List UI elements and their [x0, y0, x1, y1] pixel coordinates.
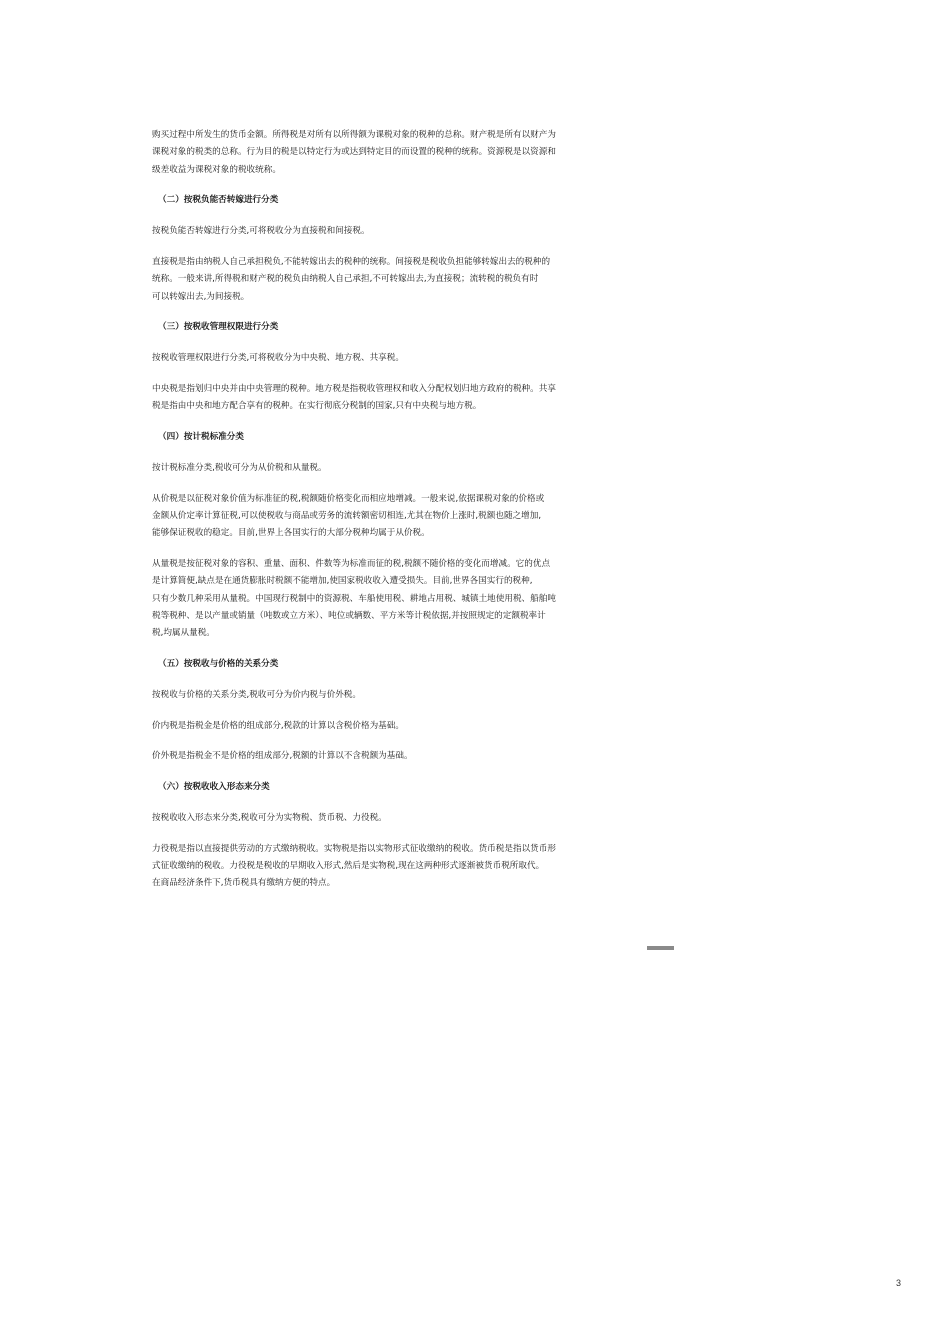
paragraph — [152, 687, 612, 704]
paragraph-line: 按计税标准分类,税收可分为从价税和从量税。 — [152, 462, 327, 473]
paragraph-line: 税,均属从量税。 — [152, 628, 215, 639]
paragraph-line: 能够保证税收的稳定。目前,世界上各国实行的大部分税种均属于从价税。 — [152, 528, 430, 539]
paragraph — [152, 491, 612, 543]
paragraph-line: 从价税是以征税对象价值为标准征的税,税额随价格变化而相应地增减。一般来说,依据课税对象的价格或 — [152, 493, 545, 504]
paragraph-line: 按税收管理权限进行分类,可将税收分为中央税、地方税、共享税。 — [152, 353, 404, 364]
paragraph-line: 金额从价定率计算征税,可以使税收与商品或劳务的流转额密切相连,尤其在物价上涨时,税额也随之增加, — [152, 510, 542, 521]
paragraph-line: 课税对象的税类的总称。行为目的税是以特定行为或达到特定目的而设置的税种的统称。资源税是以资源和 — [152, 147, 556, 158]
paragraph — [152, 556, 612, 642]
document-body — [152, 127, 612, 906]
paragraph-line: 税是指由中央和地方配合享有的税种。在实行彻底分税制的国家,只有中央税与地方税。 — [152, 401, 482, 412]
paragraph-line: 只有少数几种采用从量税。中国现行税制中的资源税、车船使用税、耕地占用税、城镇土地使用税、船舶吨 — [152, 593, 556, 604]
paragraph-line: 可以转嫁出去,为间接税。 — [152, 291, 250, 302]
paragraph-line: 统称。一般来讲,所得税和财产税的税负由纳税人自己承担,不可转嫁出去,为直接税；流转税的税负有时 — [152, 274, 539, 285]
paragraph-line: 级差收益为课税对象的税收统称。 — [152, 164, 281, 175]
paragraph-line: 按税收收入形态来分类,税收可分为实物税、货币税、力役税。 — [152, 813, 387, 824]
paragraph — [152, 810, 612, 827]
paragraph-line: 价外税是指税金不是价格的组成部分,税额的计算以不含税额为基础。 — [152, 751, 413, 762]
section-heading: （二）按税负能否转嫁进行分类 — [158, 195, 279, 206]
paragraph — [152, 350, 612, 367]
paragraph-line: 中央税是指划归中央并由中央管理的税种。地方税是指税收管理权和收入分配权划归地方政府的税种。共享 — [152, 383, 556, 394]
paragraph-line: 是计算简便,缺点是在通货膨胀时税额不能增加,使国家税收收入遭受损失。目前,世界各国实行的税种, — [152, 576, 533, 587]
section-heading: （三）按税收管理权限进行分类 — [158, 322, 279, 333]
paragraph — [152, 223, 612, 240]
paragraph-line: 从量税是按征税对象的容积、重量、面积、件数等为标准而征的税,税额不随价格的变化而增减。它的优点 — [152, 559, 551, 570]
paragraph-line: 价内税是指税金是价格的组成部分,税款的计算以含税价格为基础。 — [152, 720, 404, 731]
page-divider-mark — [647, 946, 674, 950]
paragraph — [152, 718, 612, 735]
section-heading: （五）按税收与价格的关系分类 — [158, 659, 279, 670]
paragraph — [152, 254, 612, 306]
paragraph-line: 税等税种、是以产量或销量（吨数或立方米）、吨位或辆数、平方米等计税依据,并按照规定的定额税率计 — [152, 610, 546, 621]
paragraph — [152, 381, 612, 416]
paragraph-line: 直接税是指由纳税人自己承担税负,不能转嫁出去的税种的统称。间接税是税收负担能够转嫁出去的税种的 — [152, 256, 551, 267]
paragraph-line: 在商品经济条件下,货币税具有缴纳方便的特点。 — [152, 878, 336, 889]
paragraph-line: 按税负能否转嫁进行分类,可将税收分为直接税和间接税。 — [152, 226, 370, 237]
paragraph-line: 购买过程中所发生的货币金额。所得税是对所有以所得额为课税对象的税种的总称。财产税是所有以财产为 — [152, 130, 556, 140]
paragraph — [152, 127, 612, 179]
paragraph-line: 按税收与价格的关系分类,税收可分为价内税与价外税。 — [152, 689, 361, 700]
page-number: 3 — [896, 1278, 902, 1288]
paragraph-line: 式征收缴纳的税收。力役税是税收的早期收入形式,然后是实物税,现在这两种形式逐渐被货币税所取代。 — [152, 861, 545, 872]
paragraph — [152, 841, 612, 893]
section-heading: （四）按计税标准分类 — [158, 432, 244, 443]
paragraph — [152, 460, 612, 477]
paragraph — [152, 748, 612, 765]
paragraph-line: 力役税是指以直接提供劳动的方式缴纳税收。实物税是指以实物形式征收缴纳的税收。货币税是指以货币形 — [152, 843, 556, 854]
section-heading: （六）按税收收入形态来分类 — [158, 782, 270, 793]
